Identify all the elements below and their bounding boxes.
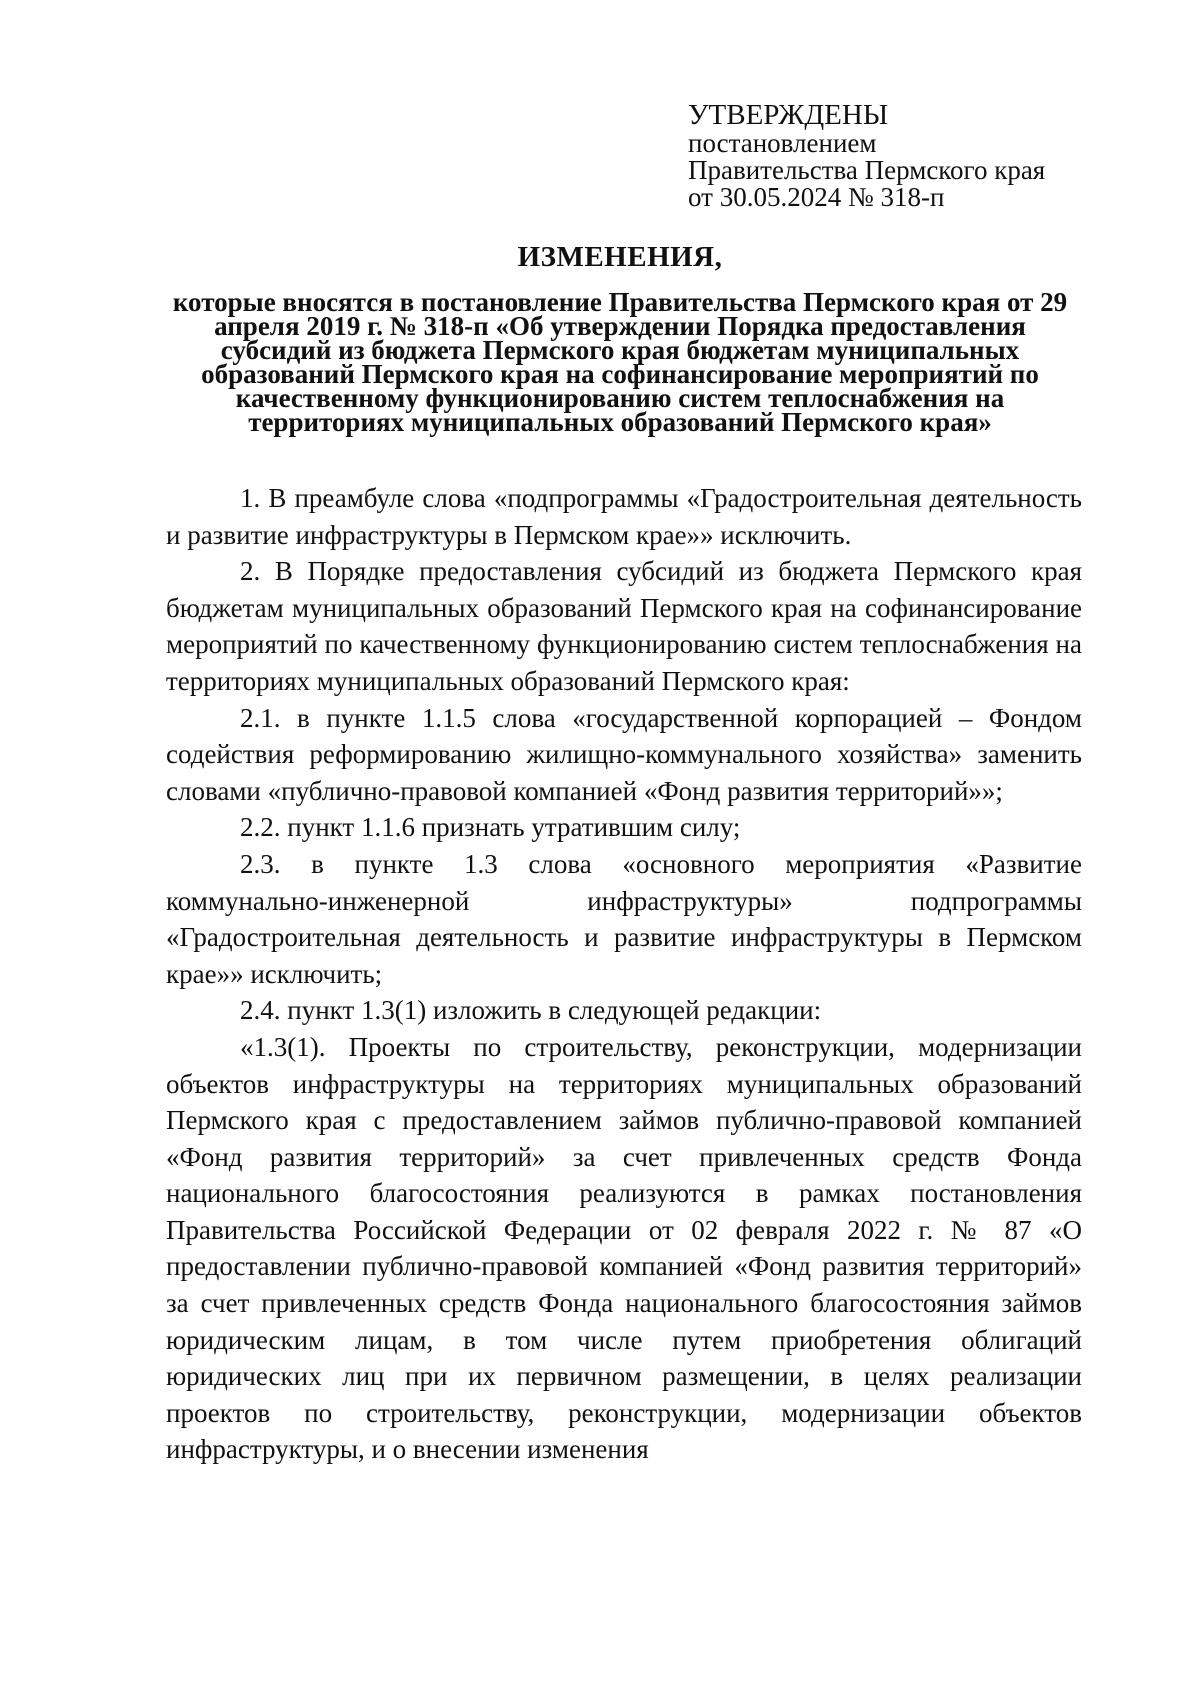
- document-heading: [160, 240, 1080, 437]
- paragraph-2-1: 2.1. в пункте 1.1.5 слова «государственной корпорацией – Фондом содействия реформированию жилищно-коммунального хозяйства» заменить словами «публично-правовой компанией «Фонд развития территорий»»;: [166, 702, 1082, 806]
- heading-title: ИЗМЕНЕНИЯ,: [517, 241, 723, 273]
- approval-title: УТВЕРЖДЕНЫ: [688, 99, 889, 131]
- paragraph-1-3-1: «1.3(1). Проекты по строительству, реконструкции, модернизации объектов инфраструктуры на территориях муниципальных образований Пермского края с предоставлением займов публично-правовой компанией «Фонд развития территорий» за счет привлеченных средств Фонда национального благосостояния реализуются в рамках постановления Правительства Российской Федерации от 02 февраля 2022 г. № 87 «О предоставлении публично-правовой компанией «Фонд развития территорий» за счет привлеченных средств Фонда национального благосостояния займов юридическим лицам, в том числе путем приобретения облигаций юридических лиц при их первичном размещении, в целях реализации проектов по строительству, реконструкции, модернизации объектов инфраструктуры, и о внесении изменения: [166, 1031, 1082, 1465]
- paragraph-2: 2. В Порядке предоставления субсидий из бюджета Пермского края бюджетам муниципальных образований Пермского края на софинансирование мероприятий по качественному функционированию систем теплоснабжения на территориях муниципальных образований Пермского края:: [166, 556, 1082, 696]
- approval-stamp: [688, 100, 1128, 211]
- paragraph-2-3: 2.3. в пункте 1.3 слова «основного мероприятия «Развитие коммунально-инженерной инфраструктуры» подпрограммы «Градостроительная деятельность и развитие инфраструктуры в Пермском крае»» исключить;: [166, 848, 1082, 989]
- heading-subtitle: которые вносятся в постановление Правительства Пермского края от 29 апреля 2019 г. № 318-п «Об утверждении Порядка предоставления субсидий из бюджета Пермского края бюджетам муниципальных образований Пермского края на софинансирование мероприятий по качественному функционированию систем теплоснабжения на территориях муниципальных образований Пермского края»: [172, 287, 1068, 437]
- approval-line-2: Правительства Пермского края: [688, 155, 1046, 185]
- paragraph-1: 1. В преамбуле слова «подпрограммы «Градостроительная деятельность и развитие инфраструктуры в Пермском крае»» исключить.: [166, 483, 1082, 550]
- approval-line-1: постановлением: [688, 128, 877, 158]
- paragraph-2-2: 2.2. пункт 1.1.6 признать утратившим силу;: [240, 812, 741, 843]
- approval-line-3: от 30.05.2024 № 318-п: [688, 182, 945, 212]
- paragraph-2-4: 2.4. пункт 1.3(1) изложить в следующей редакции:: [240, 995, 822, 1026]
- document-body: [166, 480, 1082, 1468]
